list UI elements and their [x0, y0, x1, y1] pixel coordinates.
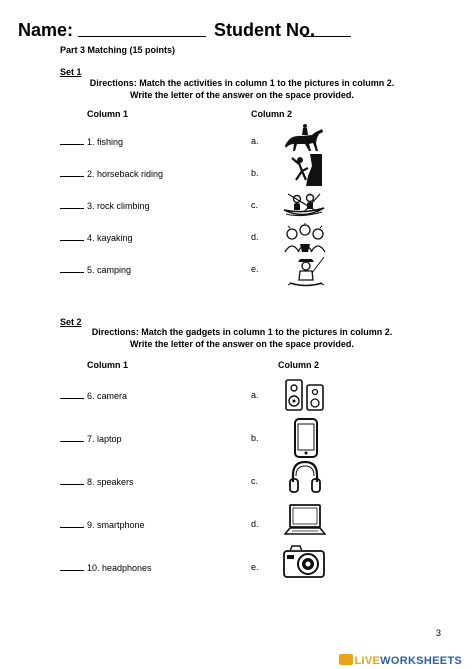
set2-column1-header: Column 1	[87, 360, 129, 370]
item-label: 2. horseback riding	[87, 169, 164, 179]
set1-item-2	[60, 168, 163, 179]
set1-title: Set 1	[60, 67, 82, 77]
set2-letter-d: d.	[251, 519, 259, 529]
set2-letter-c: c.	[251, 476, 259, 486]
set2-item-9	[60, 519, 145, 530]
set1-letter-e: e.	[251, 264, 259, 274]
brand-check-icon	[339, 654, 353, 665]
answer-blank[interactable]	[60, 264, 84, 273]
footer-bar	[0, 653, 474, 669]
answer-blank[interactable]	[60, 200, 84, 209]
set1-column1-header: Column 1	[87, 109, 129, 119]
item-label: 1. fishing	[87, 137, 124, 147]
name-blank[interactable]	[78, 36, 206, 37]
headphones-icon	[288, 460, 322, 494]
item-label: 9. smartphone	[87, 520, 145, 530]
item-label: 7. laptop	[87, 434, 122, 444]
set2-item-7	[60, 433, 122, 444]
rock-climber-icon	[286, 154, 322, 186]
set1-letter-a: a.	[251, 136, 259, 146]
page-number: 3	[436, 628, 442, 638]
item-label: 8. speakers	[87, 477, 134, 487]
set1-letter-c: c.	[251, 200, 259, 210]
set2-column2-header: Column 2	[278, 360, 320, 370]
item-label: 5. camping	[87, 265, 132, 275]
set2-directions: Directions: Match the gadgets in column 1 to the pictures in column 2. Write the letter of the answer on the space provided.	[91, 327, 393, 349]
set1-letter-b: b.	[251, 168, 259, 178]
set1-item-5	[60, 264, 131, 275]
horse-rider-icon	[282, 123, 326, 153]
part-title: Part 3 Matching (15 points)	[60, 45, 176, 55]
student-no-blank[interactable]	[303, 36, 351, 37]
item-label: 4. kayaking	[87, 233, 133, 243]
smartphone-icon	[294, 418, 318, 458]
set2-letter-e: e.	[251, 562, 259, 572]
item-label: 6. camera	[87, 391, 128, 401]
set1-item-1	[60, 136, 123, 147]
answer-blank[interactable]	[60, 519, 84, 528]
set1-letter-d: d.	[251, 232, 259, 242]
item-label: 3. rock climbing	[87, 201, 150, 211]
set2-item-6	[60, 390, 127, 401]
set2-title: Set 2	[60, 317, 82, 327]
set1-column2-header: Column 2	[251, 109, 293, 119]
kayak-icon	[282, 190, 326, 220]
campers-icon	[282, 222, 328, 254]
set1-item-4	[60, 232, 133, 243]
fisher-icon	[286, 255, 326, 287]
answer-blank[interactable]	[60, 136, 84, 145]
brand-suffix: WORKSHEETS	[380, 655, 462, 667]
answer-blank[interactable]	[60, 476, 84, 485]
camera-icon	[282, 543, 326, 579]
set2-letter-a: a.	[251, 390, 259, 400]
set2-item-8	[60, 476, 134, 487]
item-label: 10. headphones	[87, 563, 152, 573]
set1-item-3	[60, 200, 150, 211]
set2-letter-b: b.	[251, 433, 259, 443]
answer-blank[interactable]	[60, 562, 84, 571]
set2-item-10	[60, 562, 152, 573]
laptop-icon	[284, 503, 326, 537]
brand-logo	[339, 654, 463, 667]
speaker-icon	[285, 377, 325, 411]
answer-blank[interactable]	[60, 433, 84, 442]
answer-blank[interactable]	[60, 390, 84, 399]
set1-directions: Directions: Match the activities in column 1 to the pictures in column 2. Write the letter of the answer on the space provided.	[89, 78, 395, 100]
answer-blank[interactable]	[60, 168, 84, 177]
brand-prefix: LIVE	[354, 655, 381, 667]
student-no-label: Student No.	[214, 20, 315, 40]
answer-blank[interactable]	[60, 232, 84, 241]
name-label: Name:	[18, 20, 74, 40]
